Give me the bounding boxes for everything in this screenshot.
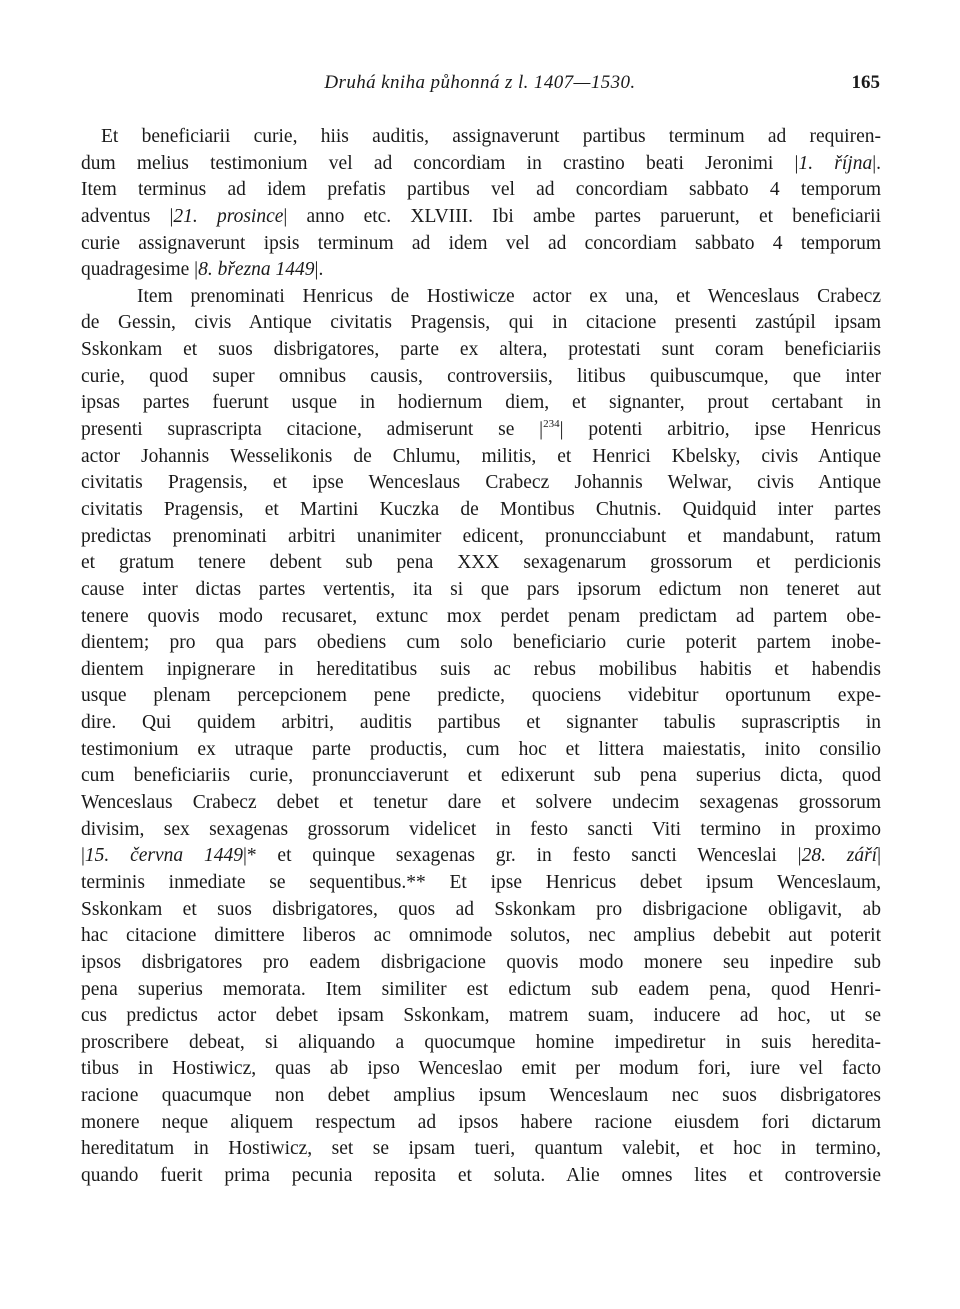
text-line <box>81 151 881 178</box>
text-segment: curie assignaverunt ipsis terminum ad idem vel ad concordiam sabbato 4 temporum <box>81 232 881 254</box>
text-line <box>81 790 881 817</box>
text-segment: predictas prenominati arbitri unanimiter edicent, pronuncciabunt et mandabunt, ratum <box>81 525 881 547</box>
text-line <box>81 284 881 311</box>
text-line <box>81 444 881 471</box>
text-line <box>81 657 881 684</box>
page-header <box>80 72 880 102</box>
text-segment: | <box>81 845 85 867</box>
text-line <box>81 337 881 364</box>
date-annotation: 28. září <box>801 845 878 867</box>
text-line <box>81 683 881 710</box>
text-segment: presenti suprascripta citacione, admiserunt se | <box>81 419 544 441</box>
text-segment: testimonium ex utraque parte productis, cum hoc et littera maiestatis, inito consilio <box>81 738 881 760</box>
text-segment: divisim, sex sexagenas grossorum videlicet in festo sancti Viti termino in proximo <box>81 818 881 840</box>
text-segment: | potenti arbitrio, ipse Henricus <box>559 419 882 441</box>
text-segment: proscribere debeat, si aliquando a quocumque homine impediretur in suis heredita- <box>81 1031 881 1053</box>
text-line <box>81 257 881 284</box>
text-segment: dum melius testimonium vel ad concordiam in crastino beati Jeronimi | <box>81 152 799 174</box>
text-segment: Item terminus ad idem prefatis partibus vel ad concordiam sabbato 4 temporum <box>81 179 881 201</box>
text-segment: hereditatum in Hostiwicz, set se ipsam tueri, quantum valebit, et hoc in termino, <box>81 1138 881 1160</box>
text-line <box>81 950 881 977</box>
folio-marker: 234 <box>543 418 560 431</box>
text-segment: ipsas partes fuerunt usque in hodiernum diem, et signanter, prout certabant in <box>81 392 881 414</box>
text-line <box>81 897 881 924</box>
text-line <box>81 310 881 337</box>
text-line <box>81 1110 881 1137</box>
text-segment: usque plenam percepcionem pene predicte, quociens videbitur oportunum expe- <box>81 685 881 707</box>
text-line <box>81 1030 881 1057</box>
text-segment: et gratum tenere debent sub pena XXX sexagenarum grossorum et perdicionis <box>81 552 881 574</box>
text-line <box>81 177 881 204</box>
text-segment: | <box>877 845 881 867</box>
text-line <box>81 763 881 790</box>
text-line <box>81 524 881 551</box>
text-line <box>81 124 881 151</box>
text-line <box>81 417 881 444</box>
text-line <box>81 577 881 604</box>
text-line <box>81 843 881 870</box>
text-segment: dientem inpignerare in hereditatibus suis ac rebus mobilibus habitis et habendis <box>81 658 881 680</box>
text-line <box>81 1003 881 1030</box>
text-line <box>81 470 881 497</box>
text-segment: pena superius memorata. Item similiter est edictum sub eadem pena, quod Henri- <box>81 978 881 1000</box>
text-segment: quando fuerit prima pecunia reposita et soluta. Alie omnes lites et controversie <box>81 1164 881 1186</box>
text-segment: Sskonkam et suos disbrigatores, quos ad Sskonkam pro disbrigacione obligavit, ab <box>81 898 881 920</box>
text-line <box>81 604 881 631</box>
text-segment: quadragesime | <box>81 259 199 281</box>
text-line <box>81 737 881 764</box>
text-segment: hac citacione dimittere liberos ac omnimode solutos, nec amplius debebit aut poterit <box>81 925 881 947</box>
text-segment: Item prenominati Henricus de Hostiwicze actor ex una, et Wenceslaus Crabecz <box>137 285 881 307</box>
text-line <box>81 870 881 897</box>
date-annotation: 21. prosince <box>173 205 284 227</box>
text-segment: Sskonkam et suos disbrigatores, parte ex altera, protestati sunt coram beneficiariis <box>81 339 881 361</box>
running-title: Druhá kniha půhonná z l. 1407—1530. <box>324 72 636 93</box>
text-segment: tibus in Hostiwicz, quas ab ipso Wenceslao emit per modum fori, iure vel facto <box>81 1058 881 1080</box>
date-annotation: 1. října <box>798 152 873 174</box>
text-segment: terminis inmediate se sequentibus.** Et ipse Henricus debet ipsum Wenceslaum, <box>81 871 881 893</box>
body-text <box>81 124 881 1190</box>
date-annotation: 15. června 1449 <box>84 845 243 867</box>
text-segment: civitatis Pragensis, et ipse Wenceslaus Crabecz Johannis Welwar, civis Antique <box>81 472 881 494</box>
text-line <box>81 710 881 737</box>
text-segment: tenere quovis modo recusaret, extunc mox perdet penam predictam ad partem obe- <box>81 605 881 627</box>
text-segment: Wenceslaus Crabecz debet et tenetur dare et solvere undecim sexagenas grossorum <box>81 792 881 814</box>
text-segment: de Gessin, civis Antique civitatis Pragensis, qui in citacione presenti zastúpil ipsam <box>81 312 881 334</box>
text-segment: |. <box>314 259 324 281</box>
text-line <box>81 977 881 1004</box>
text-line <box>81 497 881 524</box>
text-line <box>81 231 881 258</box>
text-line <box>81 630 881 657</box>
text-segment: |. <box>872 152 881 174</box>
text-line <box>81 1136 881 1163</box>
text-line <box>81 364 881 391</box>
page-number: 165 <box>851 72 880 93</box>
text-line <box>81 390 881 417</box>
text-segment: adventus | <box>81 205 174 227</box>
text-segment: | anno etc. XLVIII. Ibi ambe partes paruerunt, et beneficiarii <box>283 205 881 227</box>
text-segment: civitatis Pragensis, et Martini Kuczka de Montibus Chutnis. Quidquid inter partes <box>81 498 881 520</box>
date-annotation: 8. března 1449 <box>198 259 315 281</box>
text-segment: |* et quinque sexagenas gr. in festo sancti Wenceslai | <box>242 845 802 867</box>
text-segment: curie, quod super omnibus causis, controversiis, litibus quibuscumque, que inter <box>81 365 881 387</box>
text-line <box>81 817 881 844</box>
text-segment: cus predictus actor debet ipsam Sskonkam, matrem suam, inducere ad hoc, ut se <box>81 1005 881 1027</box>
text-line <box>81 550 881 577</box>
text-segment: ipsos disbrigatores pro eadem disbrigacione quovis modo monere seu inpedire sub <box>81 951 881 973</box>
text-line <box>81 1083 881 1110</box>
text-line <box>81 1163 881 1190</box>
text-segment: Et beneficiarii curie, hiis auditis, assignaverunt partibus terminum ad requiren- <box>101 126 881 147</box>
text-segment: dientem; pro qua pars obediens cum solo beneficiario curie poterit partem inobe- <box>81 632 881 654</box>
text-line <box>81 1056 881 1083</box>
text-segment: cause inter dictas partes vertentis, ita si que pars ipsorum edictum non teneret aut <box>81 578 881 600</box>
text-segment: monere neque aliquem respectum ad ipsos habere racione eiusdem fori dictarum <box>81 1111 881 1133</box>
text-line <box>81 204 881 231</box>
text-segment: dire. Qui quidem arbitri, auditis partibus et signanter tabulis suprascriptis in <box>81 712 881 734</box>
text-segment: cum beneficiariis curie, pronuncciaverunt et edixerunt sub pena superius dicta, quod <box>81 765 881 787</box>
text-line <box>81 923 881 950</box>
text-segment: racione quacumque non debet amplius ipsum Wenceslaum nec suos disbrigatores <box>81 1085 881 1107</box>
text-segment: actor Johannis Wesselikonis de Chlumu, militis, et Henrici Kbelsky, civis Antique <box>81 445 881 467</box>
